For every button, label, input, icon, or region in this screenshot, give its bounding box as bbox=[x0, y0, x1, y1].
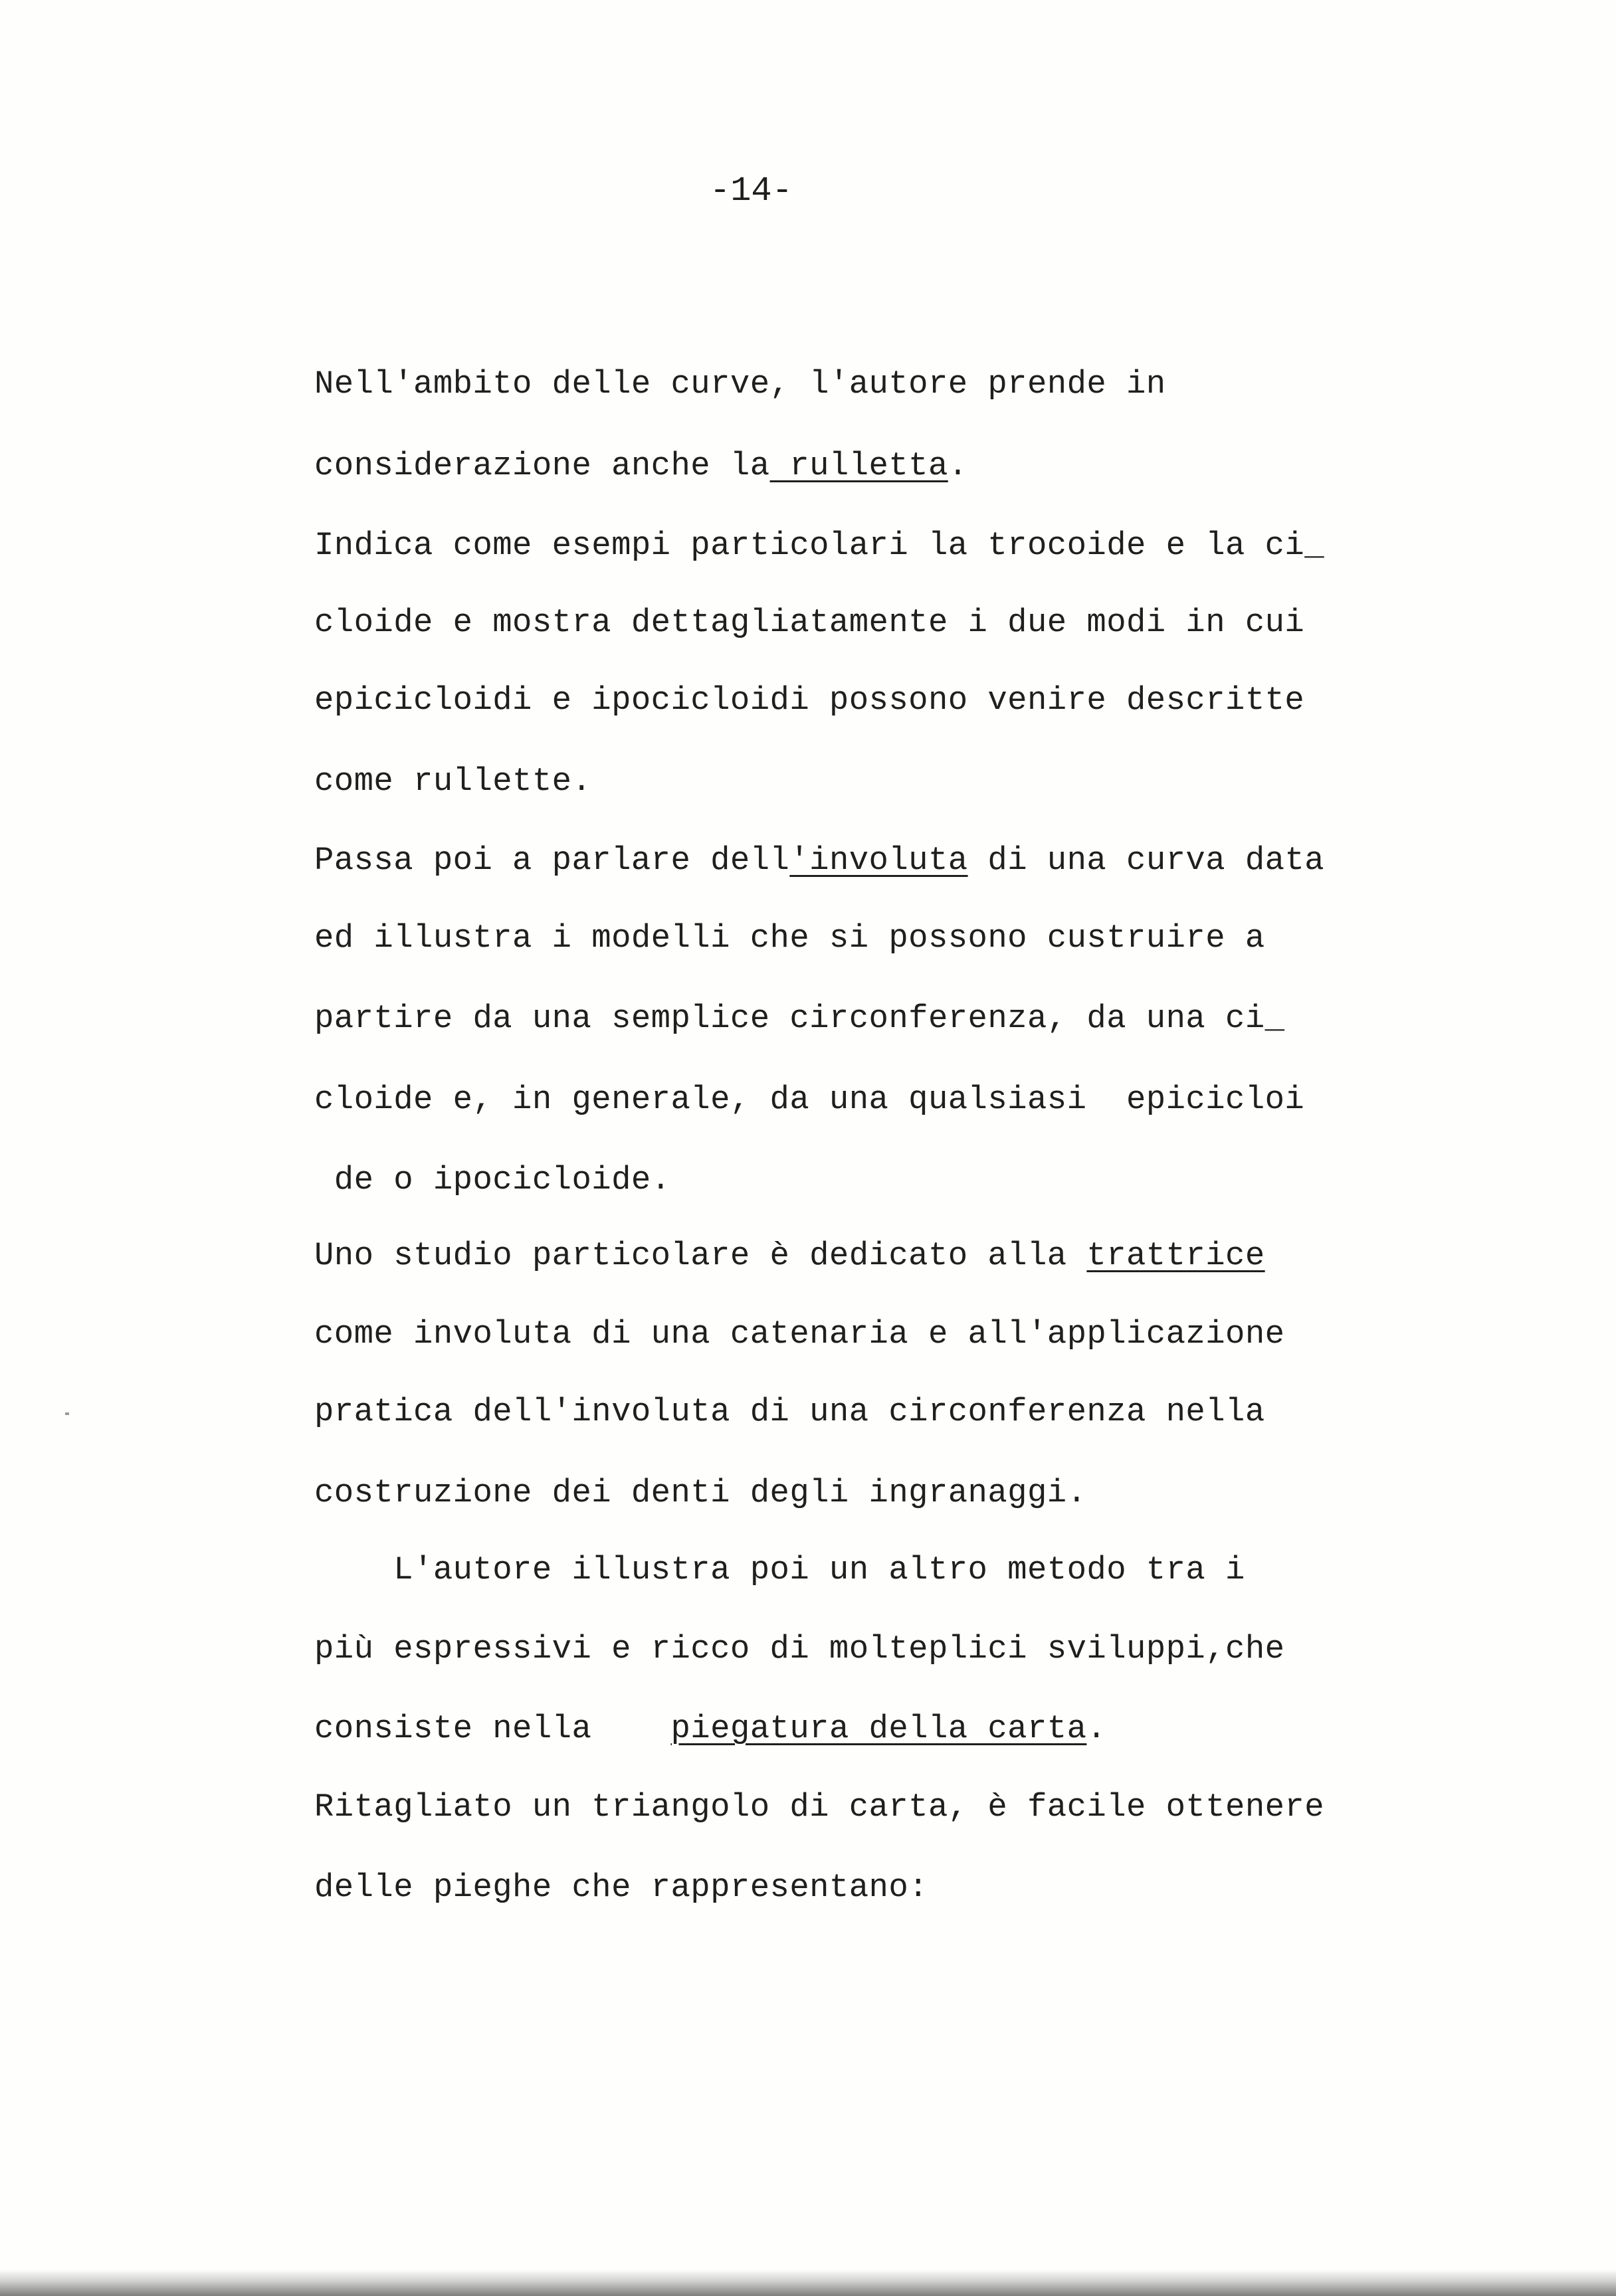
text-line-17 bbox=[314, 1629, 1284, 1669]
text-segment: di una curva data bbox=[967, 842, 1325, 879]
text-line-12 bbox=[314, 1236, 1265, 1276]
text-line-14 bbox=[314, 1392, 1265, 1432]
text-line-20 bbox=[314, 1867, 928, 1907]
text-segment: epicicloidi e ipocicloidi possono venire descritte bbox=[314, 682, 1305, 719]
text-segment: Passa poi a parlare dell bbox=[314, 842, 790, 879]
text-segment: costruzione dei denti degli ingranaggi. bbox=[314, 1474, 1087, 1511]
text-line-2 bbox=[314, 446, 968, 486]
text-line-15 bbox=[314, 1473, 1086, 1513]
scan-speck bbox=[65, 1412, 69, 1415]
text-segment: più espressivi e ricco di molteplici sviluppi,che bbox=[314, 1630, 1285, 1668]
text-segment: come rullette. bbox=[314, 763, 592, 800]
text-line-19 bbox=[314, 1787, 1324, 1827]
text-segment: pratica dell'involuta di una circonferenza nella bbox=[314, 1393, 1265, 1430]
text-line-8 bbox=[314, 918, 1265, 958]
text-segment: cloide e mostra dettagliatamente i due modi in cui bbox=[314, 604, 1305, 641]
text-segment: Nell'ambito delle curve, l'autore prende in bbox=[314, 365, 1166, 403]
text-segment: cloide e, in generale, da una qualsiasi epicicloi bbox=[314, 1081, 1305, 1118]
text-segment: de o ipocicloide. bbox=[314, 1161, 671, 1198]
text-segment: Ritagliato un triangolo di carta, è facile ottenere bbox=[314, 1788, 1325, 1826]
text-line-6 bbox=[314, 761, 591, 801]
text-line-11 bbox=[314, 1160, 671, 1200]
text-segment: . bbox=[948, 447, 968, 484]
text-segment: . bbox=[1086, 1710, 1107, 1747]
text-segment: Indica come esempi particolari la trocoide e la ci_ bbox=[314, 527, 1325, 564]
text-line-1 bbox=[314, 364, 1166, 404]
text-line-7 bbox=[314, 840, 1324, 880]
text-line-9 bbox=[314, 999, 1284, 1038]
text-segment: L'autore illustra poi un altro metodo tra i bbox=[314, 1551, 1245, 1588]
underlined-term: 'involuta bbox=[789, 842, 968, 879]
text-segment: Uno studio particolare è dedicato alla bbox=[314, 1237, 1087, 1274]
text-line-5 bbox=[314, 680, 1304, 720]
text-line-18 bbox=[314, 1709, 1106, 1749]
page-number: -14- bbox=[710, 171, 793, 211]
text-line-13 bbox=[314, 1314, 1284, 1354]
underlined-term: trattrice bbox=[1086, 1237, 1265, 1274]
scan-bottom-edge bbox=[0, 2269, 1616, 2296]
text-segment: considerazione anche la bbox=[314, 447, 770, 484]
text-line-10 bbox=[314, 1080, 1304, 1119]
text-line-3 bbox=[314, 526, 1324, 565]
text-line-16 bbox=[314, 1550, 1245, 1590]
underlined-term: rulletta bbox=[769, 447, 948, 484]
text-segment: delle pieghe che rappresentano: bbox=[314, 1869, 928, 1906]
text-segment: ed illustra i modelli che si possono custruire a bbox=[314, 919, 1265, 957]
text-line-4 bbox=[314, 603, 1304, 642]
text-segment: consiste nella bbox=[314, 1710, 671, 1747]
text-segment: come involuta di una catenaria e all'applicazione bbox=[314, 1315, 1285, 1353]
underlined-term: piegatura della carta bbox=[670, 1710, 1087, 1747]
text-segment: partire da una semplice circonferenza, da una ci_ bbox=[314, 1000, 1285, 1037]
